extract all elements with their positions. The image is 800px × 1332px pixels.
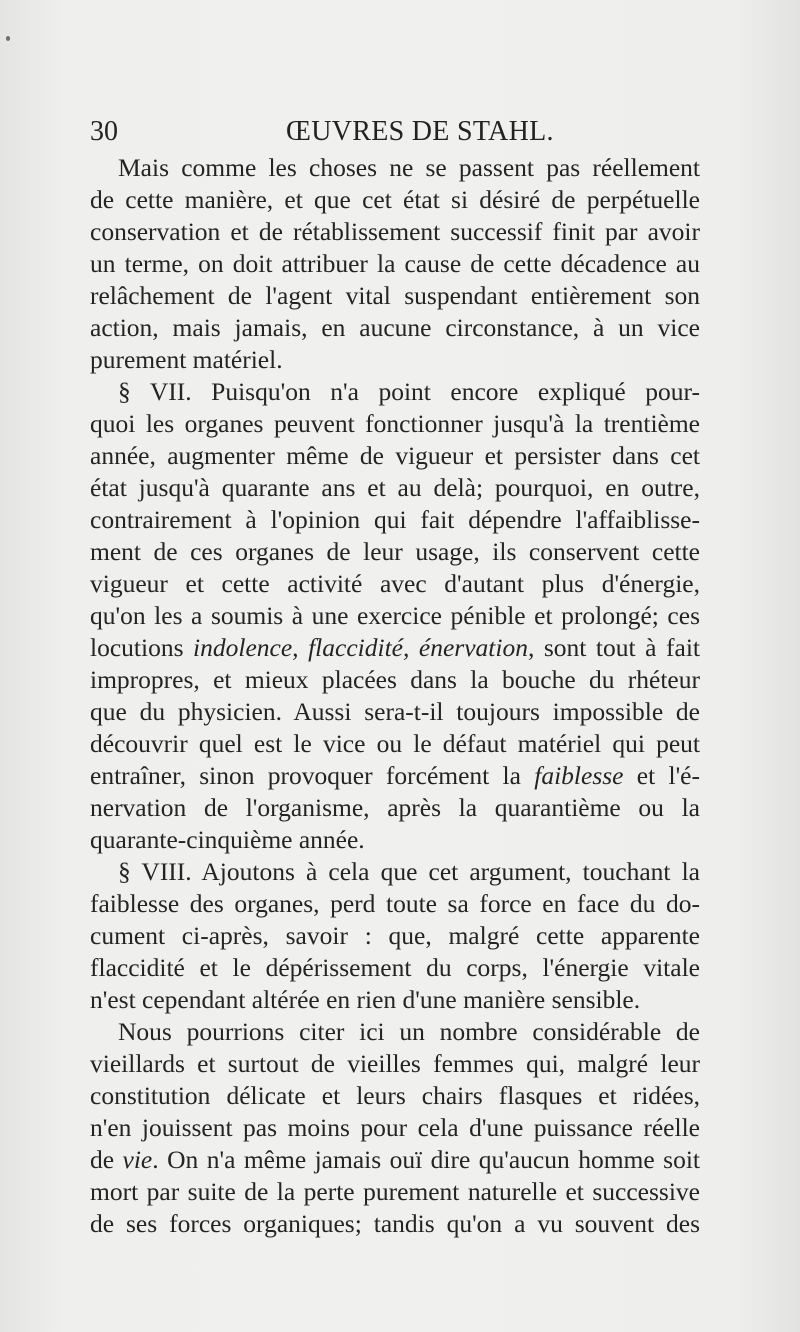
- text-line: Mais comme les choses ne se passent pas réellement: [118, 153, 700, 182]
- italic-terms: indolence, flaccidité, énervation,: [193, 633, 535, 662]
- text-line-with-italics: [90, 1144, 700, 1176]
- text-line: quarante-cinquième année.: [90, 825, 365, 854]
- text-line: quoi les organes peuvent fonctionner jusqu'à la trentième: [90, 409, 700, 438]
- text-run: sont tout à fait: [534, 633, 700, 662]
- paper-speck: [6, 36, 10, 41]
- text-run: entraîner, sinon provoquer forcément la: [90, 761, 535, 790]
- text-line: vigueur et cette activité avec d'autant plus d'énergie,: [90, 569, 700, 598]
- text-line: de ses forces organiques; tandis qu'on a vu souvent des: [90, 1209, 700, 1238]
- text-line: impropres, et mieux placées dans la bouche du rhéteur: [90, 665, 700, 694]
- text-line: mort par suite de la perte purement naturelle et successive: [90, 1177, 700, 1206]
- text-line: n'en jouissent pas moins pour cela d'une puissance réelle: [90, 1113, 700, 1142]
- text-line: Nous pourrions citer ici un nombre considérable de: [118, 1017, 700, 1046]
- page-number: 30: [90, 116, 118, 147]
- text-line: n'est cependant altérée en rien d'une manière sensible.: [90, 985, 641, 1014]
- italic-term: faiblesse: [534, 761, 624, 790]
- text-line: ment de ces organes de leur usage, ils conservent cette: [90, 537, 700, 566]
- running-head: [90, 116, 700, 156]
- text-run: de: [90, 1145, 123, 1174]
- text-line: § VIII. Ajoutons à cela que cet argument, touchant la: [118, 857, 700, 886]
- italic-term: vie: [122, 1145, 153, 1174]
- text-line: relâchement de l'agent vital suspendant entièrement son: [90, 281, 700, 310]
- text-line: année, augmenter même de vigueur et persister dans cet: [90, 441, 700, 470]
- text-line-with-italics: [90, 760, 700, 792]
- text-line: découvrir quel est le vice ou le défaut matériel qui peut: [90, 729, 700, 758]
- text-line: action, mais jamais, en aucune circonstance, à un vice: [90, 313, 700, 342]
- text-line: qu'on les a soumis à une exercice pénible et prolongé; ces: [90, 601, 700, 630]
- text-run: locutions: [90, 633, 194, 662]
- book-title: ŒUVRES DE STAHL.: [286, 116, 554, 147]
- text-line: constitution délicate et leurs chairs flasques et ridées,: [90, 1081, 700, 1110]
- text-line: nervation de l'organisme, après la quarantième ou la: [90, 793, 700, 822]
- text-line: de cette manière, et que cet état si désiré de perpétuelle: [90, 185, 700, 214]
- text-line: contrairement à l'opinion qui fait dépendre l'affaiblisse-: [90, 505, 700, 534]
- text-line: vieillards et surtout de vieilles femmes qui, malgré leur: [90, 1049, 700, 1078]
- text-body: [90, 152, 700, 1240]
- text-line: flaccidité et le dépérissement du corps, l'énergie vitale: [90, 953, 700, 982]
- text-line: faiblesse des organes, perd toute sa force en face du do-: [90, 889, 700, 918]
- text-line-with-italics: [90, 632, 700, 664]
- text-line: que du physicien. Aussi sera-t-il toujours impossible de: [90, 697, 700, 726]
- text-line: un terme, on doit attribuer la cause de cette décadence au: [90, 249, 700, 278]
- text-line: cument ci-après, savoir : que, malgré cette apparente: [90, 921, 700, 950]
- text-line: état jusqu'à quarante ans et au delà; pourquoi, en outre,: [90, 473, 700, 502]
- text-run: . On n'a même jamais ouï dire qu'aucun homme soit: [152, 1145, 700, 1174]
- text-line: conservation et de rétablissement successif finit par avoir: [90, 217, 700, 246]
- text-line: purement matériel.: [90, 345, 283, 374]
- text-run: et l'é-: [623, 761, 700, 790]
- text-line: § VII. Puisqu'on n'a point encore expliqué pour-: [118, 377, 700, 406]
